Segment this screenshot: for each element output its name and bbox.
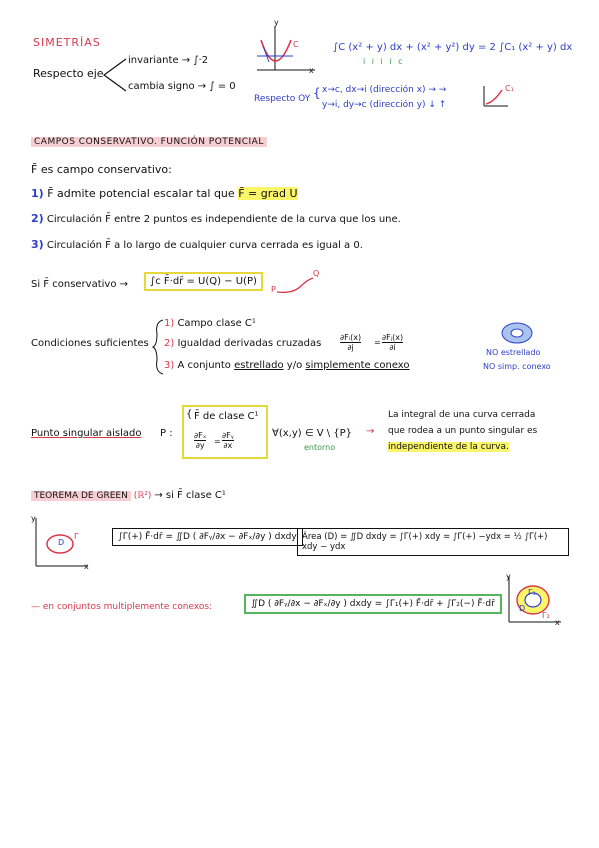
cond2-frac-right — [382, 333, 403, 352]
condition-3 — [164, 360, 410, 371]
singular-note-1: La integral de una curva cerrada — [388, 410, 536, 420]
branch-brace — [100, 55, 130, 95]
multi-graph-y-label: y — [506, 572, 511, 581]
condition-1 — [164, 318, 256, 329]
singular-conditions-box — [182, 405, 268, 459]
item-2 — [31, 212, 401, 225]
condition-3-c: y/o — [286, 360, 303, 371]
singular-line-1: F̄ de clase C¹ — [194, 411, 259, 422]
cond2-frac-left — [340, 333, 361, 352]
no-estrellado-label: NO estrellado — [486, 348, 541, 357]
cond2-equals: = — [374, 338, 381, 347]
condition-1-text: Campo clase C¹ — [177, 318, 256, 329]
singular-frac-right-num: ∂Fᵧ — [222, 431, 234, 440]
section-title-green: TEOREMA DE GREEN — [31, 491, 131, 501]
area-formula-box: Área (D) = ∬D dxdy = ∫Γ(+) xdy = ∫Γ(+) −ydx = ½ ∫Γ(+) xdy − ydx — [297, 528, 569, 556]
singular-arrow: → — [366, 426, 375, 437]
singular-note-2: que rodea a un punto singular es — [388, 426, 538, 436]
green-title-row — [31, 490, 226, 501]
multi-graph-g1-label: Γ₁ — [528, 588, 536, 597]
oy-brace: { — [313, 86, 321, 100]
singular-brace: { — [186, 409, 193, 420]
q-label: Q — [313, 269, 320, 278]
graph-c-label: C — [293, 40, 299, 49]
condition-2-number: 2) — [164, 338, 175, 349]
forall-text: ∀(x,y) ∈ V \ {P} — [272, 428, 353, 439]
formula-marks: i i i i c — [363, 57, 405, 66]
condition-3-number: 3) — [164, 360, 175, 371]
singular-frac-left-den: ∂y — [195, 441, 205, 450]
section-title-simetrias: SIMETRÍAS — [33, 36, 101, 49]
condition-2-text: Igualdad derivadas cruzadas — [177, 338, 322, 349]
condition-2 — [164, 338, 321, 349]
green-r2: (ℝ²) — [133, 491, 152, 501]
singular-note-3 — [388, 442, 509, 452]
respecto-oy-label: Respecto OY — [254, 94, 311, 104]
cond2-frac-right-den: ∂i — [389, 343, 396, 352]
item-3 — [31, 238, 363, 251]
si-conservativo-label: Si F̄ conservativo → — [31, 279, 129, 290]
condition-3-simplemente: simplemente conexo — [305, 360, 410, 371]
oy-line-2: y→i, dy→c (dirección y) ↓ ↑ — [322, 100, 447, 110]
singular-frac-left — [194, 431, 206, 450]
entorno-label: entorno — [304, 443, 336, 452]
multiply-connected-label: — en conjuntos multiplemente conexos: — [31, 602, 213, 612]
punto-singular-label: Punto singular aislado — [31, 428, 142, 439]
item-1-text: F̄ admite potencial escalar tal que — [47, 187, 235, 200]
item-3-number: 3) — [31, 238, 44, 251]
item-2-number: 2) — [31, 212, 44, 225]
green-graph-d-label: D — [58, 538, 65, 547]
singular-frac-right-den: ∂x — [223, 441, 233, 450]
singular-note-3-text: independiente de la curva. — [388, 442, 509, 452]
singular-frac-right — [222, 431, 234, 450]
green-graph-y-label: y — [31, 514, 36, 523]
grad-u-highlight: F̄ = grad U — [238, 187, 298, 200]
condition-1-number: 1) — [164, 318, 175, 329]
item-1-number: 1) — [31, 187, 44, 200]
c1-label: C₁ — [505, 84, 514, 93]
condition-3-a: A conjunto — [177, 360, 231, 371]
multi-graph-x-label: x — [555, 618, 560, 627]
condiciones-label: Condiciones suficientes — [31, 338, 149, 349]
invariante-text: invariante → ∫·2 — [128, 55, 209, 66]
conditions-brace — [151, 318, 165, 376]
campos-intro: F̄ es campo conservativo: — [31, 163, 172, 176]
singular-frac-left-num: ∂Fₓ — [194, 431, 207, 440]
item-1 — [31, 187, 298, 200]
no-simp-conexo-label: NO simp. conexo — [483, 362, 551, 371]
cond2-frac-left-num: ∂Fᵢ(x) — [340, 333, 362, 342]
multi-graph-g2-label: Γ₂ — [542, 611, 550, 620]
p-label: P — [271, 285, 276, 294]
green-condition: → si F̄ clase C¹ — [154, 490, 226, 501]
punto-p-label: P : — [160, 428, 173, 439]
graph-y-label: y — [274, 18, 279, 27]
green-graph-gamma-label: Γ — [74, 532, 79, 541]
graph-x-label: x — [309, 66, 314, 75]
cond2-frac-left-den: ∂j — [347, 343, 354, 352]
cond2-frac-right-num: ∂Fⱼ(x) — [382, 333, 404, 342]
respecto-eje-label: Respecto eje — [33, 67, 104, 80]
section-title-campos: CAMPOS CONSERVATIVO. FUNCIÓN POTENCIAL — [31, 137, 267, 147]
multiply-connected-formula: ∬D ( ∂Fᵧ/∂x − ∂Fₓ/∂y ) dxdy = ∫Γ₁(+) F̄·dr̄ + ∫Γ₂(−) F̄·dr̄ — [244, 594, 502, 614]
singular-equals: = — [214, 437, 221, 446]
item-3-text: Circulación F̄ a lo largo de cualquier curva cerrada es igual a 0. — [46, 240, 363, 251]
symmetry-formula: ∫C (x² + y) dx + (x² + y²) dy = 2 ∫C₁ (x² + y) dx — [333, 42, 573, 53]
item-2-text: Circulación F̄ entre 2 puntos es independiente de la curva que los une. — [46, 214, 401, 225]
annulus-icon — [500, 320, 534, 346]
cambia-signo-text: cambia signo → ∫ = 0 — [128, 81, 236, 92]
green-graph-x-label: x — [84, 562, 89, 571]
multi-graph-d-label: D — [519, 604, 526, 613]
condition-3-estrellado: estrellado — [234, 360, 284, 371]
oy-line-1: x→c, dx→i (dirección x) → → — [322, 85, 447, 95]
green-formula-box: ∫Γ(+) F̄·dr̄ = ∬D ( ∂Fᵧ/∂x − ∂Fₓ/∂y ) dxdy — [112, 528, 303, 546]
potential-formula-box: ∫c F̄·dr̄ = U(Q) − U(P) — [144, 272, 263, 291]
